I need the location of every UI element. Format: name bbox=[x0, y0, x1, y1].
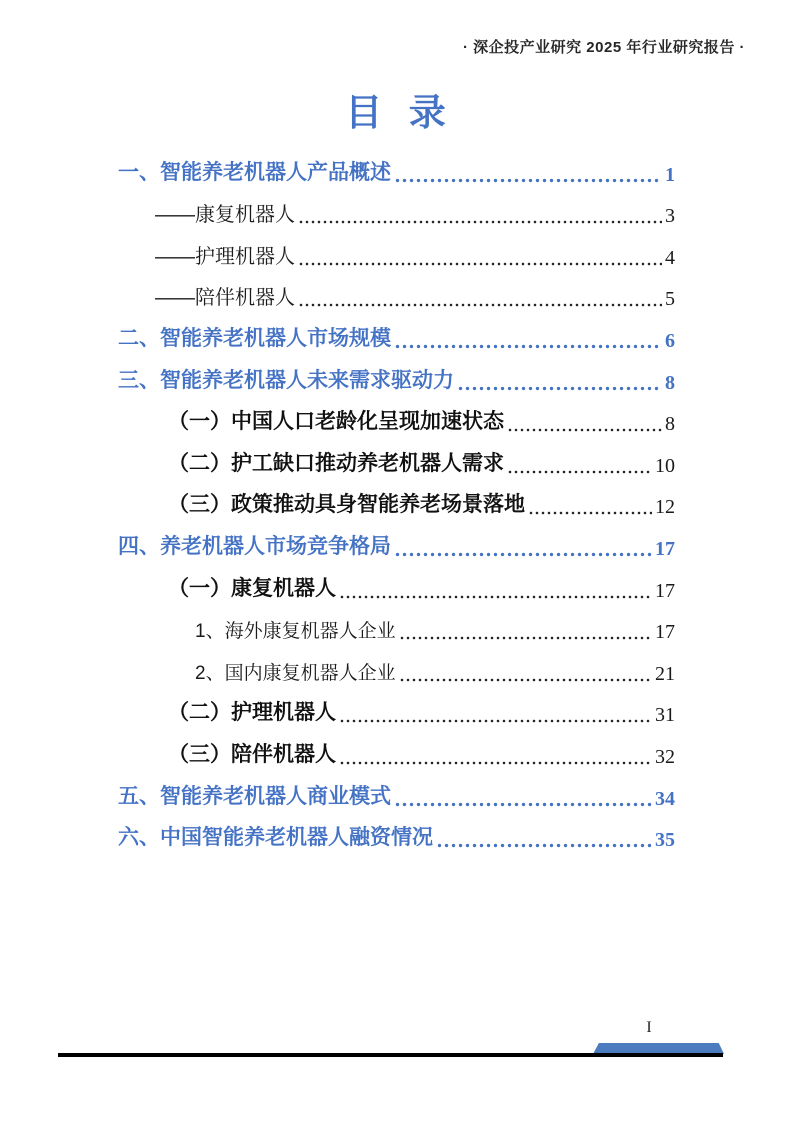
toc-dotted-leader bbox=[508, 467, 652, 475]
toc-entry[interactable] bbox=[118, 731, 675, 773]
toc-entry-page: 8 bbox=[665, 413, 675, 436]
toc-entry-label: ——康复机器人 bbox=[155, 204, 295, 227]
toc-entry-page: 1 bbox=[665, 163, 675, 186]
footer-black-rule bbox=[58, 1053, 723, 1057]
toc-entry[interactable] bbox=[118, 440, 675, 482]
toc-title: 目 录 bbox=[345, 92, 448, 133]
toc-entry-page: 35 bbox=[655, 829, 675, 852]
toc-entry-label: ——陪伴机器人 bbox=[155, 287, 295, 310]
toc-entry-label: （三）陪伴机器人 bbox=[168, 742, 336, 766]
toc-dotted-leader bbox=[299, 300, 662, 308]
toc-entry-page: 31 bbox=[655, 704, 675, 727]
toc-dotted-leader bbox=[395, 800, 652, 808]
toc-dotted-leader bbox=[340, 592, 652, 600]
toc-dotted-leader bbox=[340, 716, 652, 724]
toc-dotted-leader bbox=[340, 758, 652, 766]
toc-entry-page: 10 bbox=[655, 454, 675, 477]
toc-entry-page: 32 bbox=[655, 745, 675, 768]
toc-entry[interactable] bbox=[118, 232, 675, 274]
toc-entry-page: 5 bbox=[665, 288, 675, 311]
toc-dotted-leader bbox=[437, 841, 652, 849]
toc-dotted-leader bbox=[400, 675, 652, 683]
toc-dotted-leader bbox=[395, 176, 662, 184]
toc-list bbox=[118, 149, 675, 856]
toc-entry-label: 五、智能养老机器人商业模式 bbox=[118, 784, 391, 808]
toc-entry-label: 六、中国智能养老机器人融资情况 bbox=[118, 826, 433, 850]
toc-entry-page: 12 bbox=[655, 496, 675, 519]
toc-entry-page: 34 bbox=[655, 787, 675, 810]
toc-entry-page: 17 bbox=[655, 621, 675, 644]
toc-entry-page: 17 bbox=[655, 579, 675, 602]
toc-dotted-leader bbox=[529, 508, 652, 516]
toc-dotted-leader bbox=[299, 217, 662, 225]
toc-dotted-leader bbox=[400, 633, 652, 641]
toc-entry-label: 三、智能养老机器人未来需求驱动力 bbox=[118, 368, 454, 392]
toc-entry[interactable] bbox=[118, 690, 675, 732]
toc-entry[interactable] bbox=[118, 648, 675, 690]
toc-entry-label: ——护理机器人 bbox=[155, 245, 295, 268]
toc-entry-page: 3 bbox=[665, 205, 675, 228]
toc-entry-label: （二）护工缺口推动养老机器人需求 bbox=[168, 451, 504, 475]
toc-entry[interactable] bbox=[118, 315, 675, 357]
toc-entry[interactable] bbox=[118, 607, 675, 649]
toc-entry-page: 17 bbox=[655, 537, 675, 560]
toc-entry[interactable] bbox=[118, 815, 675, 857]
toc-entry[interactable] bbox=[118, 565, 675, 607]
toc-entry-page: 4 bbox=[665, 246, 675, 269]
toc-entry[interactable] bbox=[118, 399, 675, 441]
toc-entry-page: 6 bbox=[665, 329, 675, 352]
toc-entry-label: （三）政策推动具身智能养老场景落地 bbox=[168, 493, 525, 517]
toc-entry-label: 2、国内康复机器人企业 bbox=[195, 662, 396, 684]
toc-entry-label: 四、养老机器人市场竞争格局 bbox=[118, 534, 391, 558]
footer-page-number: I bbox=[646, 1019, 652, 1036]
toc-entry[interactable] bbox=[118, 149, 675, 191]
toc-entry-page: 8 bbox=[665, 371, 675, 394]
toc-entry-label: 一、智能养老机器人产品概述 bbox=[118, 160, 391, 184]
toc-dotted-leader bbox=[458, 384, 662, 392]
toc-entry[interactable] bbox=[118, 482, 675, 524]
toc-entry[interactable] bbox=[118, 357, 675, 399]
toc-dotted-leader bbox=[395, 342, 662, 350]
report-header: · 深企投产业研究 2025 年行业研究报告 · bbox=[462, 39, 745, 56]
toc-dotted-leader bbox=[508, 425, 662, 433]
toc-entry-label: 二、智能养老机器人市场规模 bbox=[118, 326, 391, 350]
toc-entry-label: （一）康复机器人 bbox=[168, 576, 336, 600]
toc-dotted-leader bbox=[299, 259, 662, 267]
toc-dotted-leader bbox=[395, 550, 652, 558]
toc-entry[interactable] bbox=[118, 191, 675, 233]
toc-entry-label: （二）护理机器人 bbox=[168, 701, 336, 725]
toc-entry-label: 1、海外康复机器人企业 bbox=[195, 621, 396, 643]
toc-entry-label: （一）中国人口老龄化呈现加速状态 bbox=[168, 410, 504, 434]
toc-entry[interactable] bbox=[118, 523, 675, 565]
toc-entry-page: 21 bbox=[655, 662, 675, 685]
toc-entry[interactable] bbox=[118, 274, 675, 316]
toc-entry[interactable] bbox=[118, 773, 675, 815]
